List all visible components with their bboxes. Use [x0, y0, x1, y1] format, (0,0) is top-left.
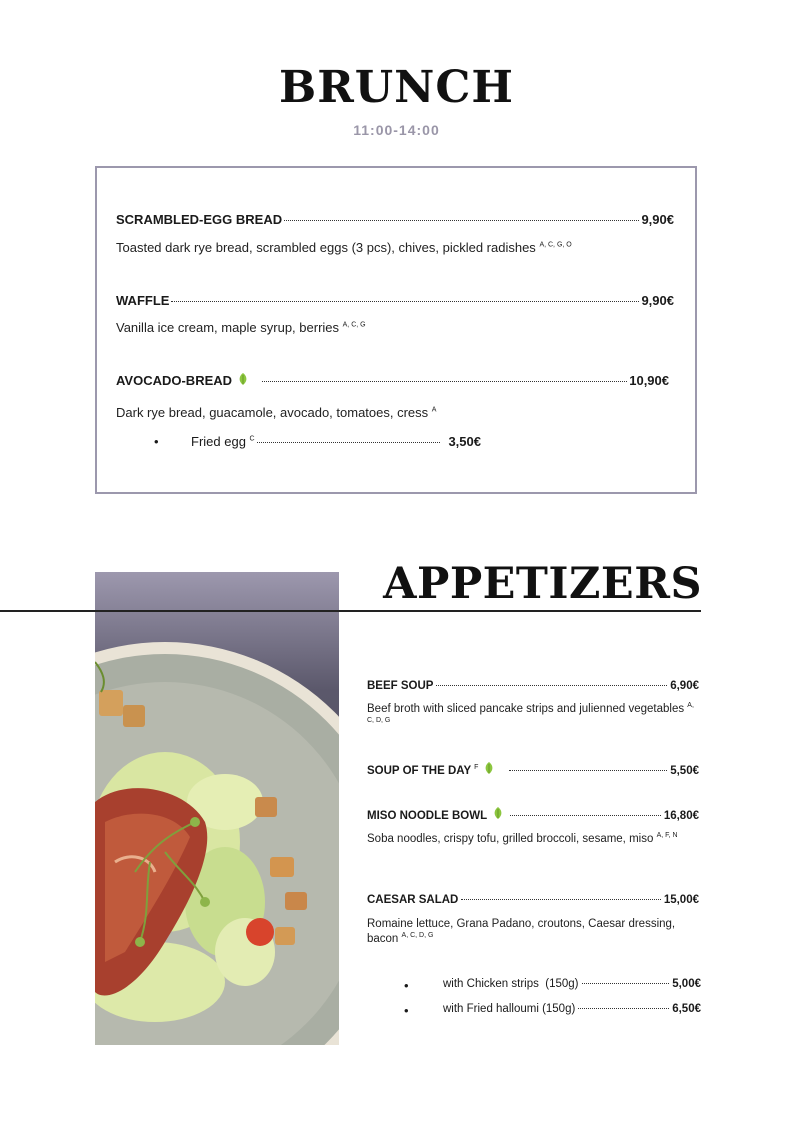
item-name: AVOCADO-BREAD — [116, 373, 233, 388]
menu-item-miso-noodle-bowl — [367, 807, 699, 822]
dot-leader — [509, 770, 667, 771]
menu-item-caesar-salad — [367, 894, 699, 906]
item-description: Beef broth with sliced pancake strips and julienned vegetables $^{A, C, D, G}$ — [367, 702, 694, 725]
menu-item-scrambled-egg-bread — [116, 212, 674, 227]
dot-leader — [284, 220, 639, 221]
item-name: SCRAMBLED-EGG BREAD — [116, 212, 283, 227]
menu-item-waffle — [116, 293, 674, 308]
item-name: CAESAR SALAD — [367, 894, 459, 906]
extra-name: with Chicken strips (150g) — [443, 978, 579, 990]
item-price: 10,90€ — [629, 373, 669, 388]
dot-leader — [578, 1008, 669, 1009]
menu-item-beef-soup — [367, 680, 699, 692]
bullet: • — [404, 1003, 409, 1018]
item-name: WAFFLE — [116, 293, 170, 308]
dot-leader — [171, 301, 639, 302]
allergen-codes: A — [431, 406, 437, 414]
menu-item-avocado-bread — [116, 373, 669, 388]
leaf-icon — [238, 373, 248, 385]
item-name: SOUP OF THE DAY $^F$ — [367, 764, 479, 777]
extra-price: 5,00€ — [672, 978, 701, 990]
item-price: 9,90€ — [641, 212, 674, 227]
menu-extra-fried-halloumi — [443, 1003, 701, 1015]
leaf-icon — [484, 762, 494, 774]
item-price: 15,00€ — [663, 894, 699, 906]
item-description: Romaine lettuce, Grana Padano, croutons, Caesar dressing, bacon $^{A, C, D, G}$ — [367, 918, 676, 945]
dot-leader — [262, 381, 627, 382]
item-description: Dark rye bread, guacamole, avocado, tomatoes, cress $^A$ — [116, 405, 437, 420]
extra-price: 3,50€ — [448, 434, 481, 449]
dot-leader — [461, 899, 660, 900]
dot-leader — [436, 685, 667, 686]
allergen-codes: A, C, G, O — [539, 241, 572, 249]
allergen-codes: A, C, D, G — [367, 702, 694, 725]
item-description: Soba noodles, crispy tofu, grilled broccoli, sesame, miso $^{A, F, N}$ — [367, 832, 678, 845]
extra-price: 6,50€ — [672, 1003, 701, 1015]
item-price: 5,50€ — [670, 765, 699, 777]
brunch-title: BRUNCH — [279, 62, 514, 113]
allergen-codes: A, C, G — [342, 321, 366, 329]
menu-extra-fried-egg — [191, 434, 481, 449]
item-price: 6,90€ — [670, 680, 699, 692]
allergen-codes: A, C, D, G — [401, 932, 434, 940]
extra-name: Fried egg $^C$ — [191, 434, 255, 449]
dot-leader — [257, 442, 441, 443]
bullet: • — [404, 978, 409, 993]
caesar-salad-photo — [95, 572, 339, 1045]
item-price: 16,80€ — [663, 810, 699, 822]
brunch-hours: 11:00-14:00 — [353, 122, 440, 138]
dot-leader — [510, 815, 661, 816]
item-price: 9,90€ — [641, 293, 674, 308]
item-description: Vanilla ice cream, maple syrup, berries $^{A, C, G}$ — [116, 320, 366, 335]
extra-name: with Fried halloumi (150g) — [443, 1003, 576, 1015]
menu-extra-chicken-strips — [443, 978, 701, 990]
appetizers-title: APPETIZERS — [383, 559, 702, 609]
allergen-codes: A, F, N — [656, 832, 678, 840]
item-name: MISO NOODLE BOWL — [367, 810, 488, 822]
item-name: BEEF SOUP — [367, 680, 434, 692]
leaf-icon — [493, 807, 503, 819]
bullet: • — [154, 434, 159, 449]
item-description: Toasted dark rye bread, scrambled eggs (3 pcs), chives, pickled radishes $^{A, C, G, O}$ — [116, 240, 572, 255]
menu-item-soup-of-the-day — [367, 762, 699, 777]
section-divider-line — [0, 610, 701, 612]
dot-leader — [582, 983, 670, 984]
